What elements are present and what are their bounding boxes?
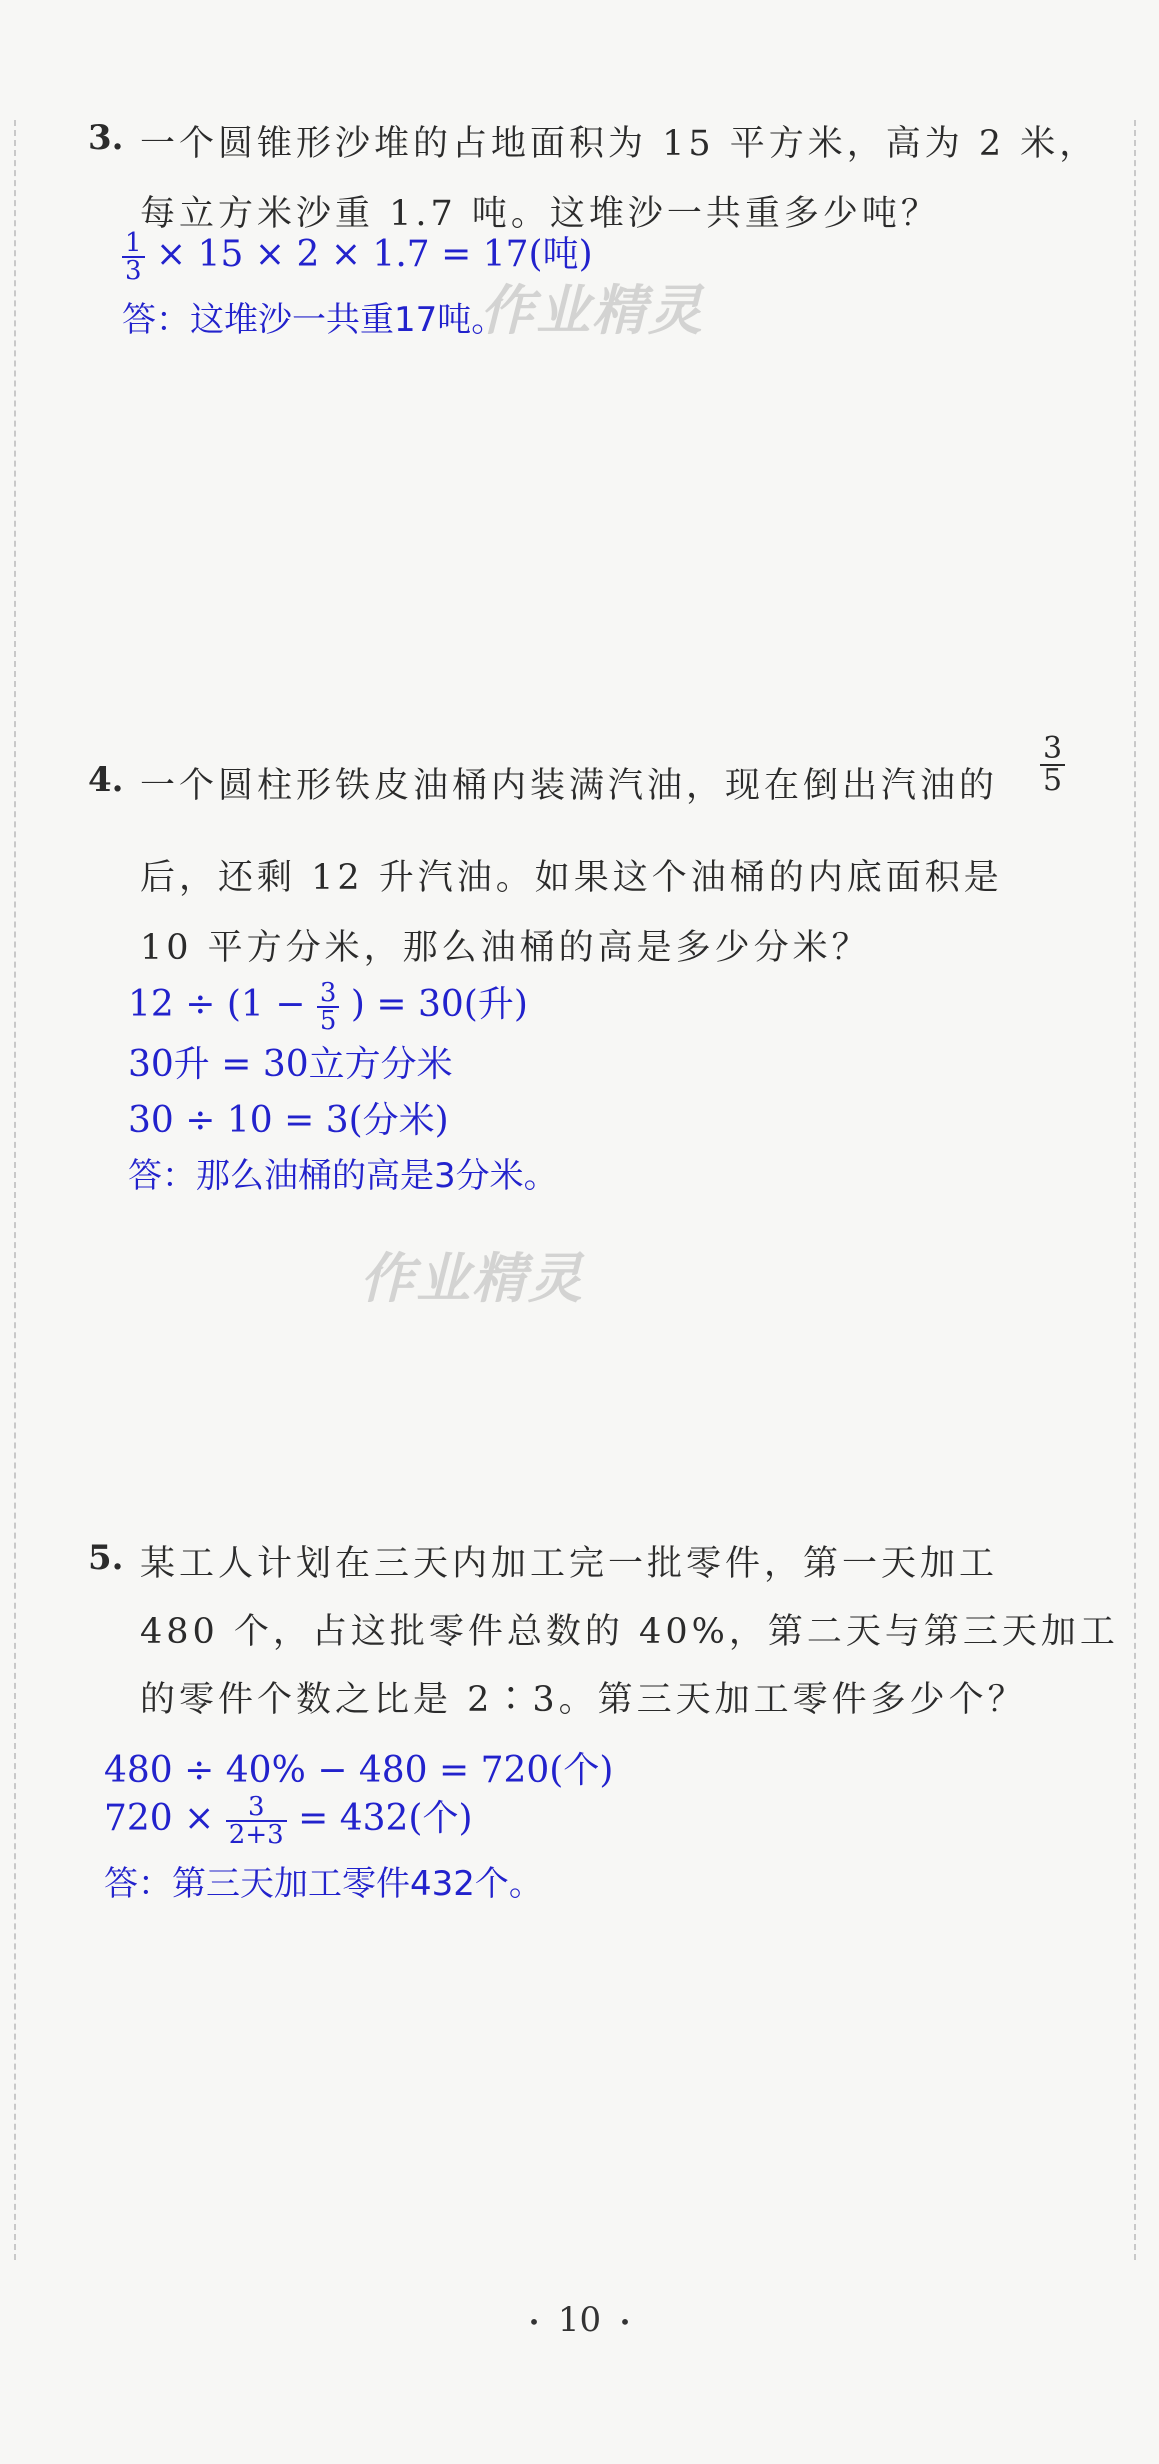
problem-fraction: $\frac{3}{5}$ <box>1040 734 1065 796</box>
solution-answer: 答：第三天加工零件432个。 <box>104 1864 543 1904</box>
problem-number: 3. <box>88 118 124 158</box>
problem-text-line: 的零件个数之比是 2∶3。第三天加工零件多少个？ <box>140 1680 1027 1720</box>
problem-text-line: 每立方米沙重 1.7 吨。这堆沙一共重多少吨？ <box>140 194 940 234</box>
page-number: • 10 • <box>528 2300 631 2340</box>
problem-text-line: 一个圆锥形沙堆的占地面积为 15 平方米，高为 2 米， <box>140 124 1099 164</box>
problem-number: 4. <box>88 760 124 800</box>
solution-answer: 答：那么油桶的高是3分米。 <box>128 1156 558 1196</box>
problem-text-line: 某工人计划在三天内加工完一批零件，第一天加工 <box>140 1544 999 1584</box>
watermark: 作业精灵 <box>360 1247 584 1310</box>
solution-expression: × 15 × 2 × 1.7 = 17(吨) <box>156 234 593 275</box>
solution-fraction: $\frac{3}{5}$ <box>317 980 340 1034</box>
solution-line: 12 ÷ (1 − $\frac{3}{5}$ ) = 30(升) <box>128 978 528 1036</box>
problem-text-line: 480 个，占这批零件总数的 40%，第二天与第三天加工 <box>140 1612 1119 1652</box>
problem-text-line: 一个圆柱形铁皮油桶内装满汽油，现在倒出汽油的 <box>140 766 999 806</box>
solution-line: 480 ÷ 40% − 480 = 720(个) <box>104 1750 614 1791</box>
solution-answer: 答：这堆沙一共重17吨。 <box>122 300 506 340</box>
problem-text-line: 10 平方分米，那么油桶的高是多少分米？ <box>140 928 871 968</box>
left-dashed-margin <box>14 120 16 2260</box>
problem-number: 5. <box>88 1538 124 1578</box>
solution-fraction: $\frac{1}{3}$ <box>122 230 145 284</box>
solution-line: 30 ÷ 10 = 3(分米) <box>128 1100 449 1141</box>
solution-line: 720 × $\frac{3}{2+3}$ = 432(个) <box>104 1792 473 1850</box>
solution-fraction: $\frac{3}{2+3}$ <box>226 1794 287 1848</box>
right-dashed-margin <box>1134 120 1136 2260</box>
watermark: 作业精灵 <box>480 279 704 342</box>
problem-text-line: 后，还剩 12 升汽油。如果这个油桶的内底面积是 <box>140 858 1003 898</box>
solution-line: 30升 = 30立方分米 <box>128 1044 453 1085</box>
